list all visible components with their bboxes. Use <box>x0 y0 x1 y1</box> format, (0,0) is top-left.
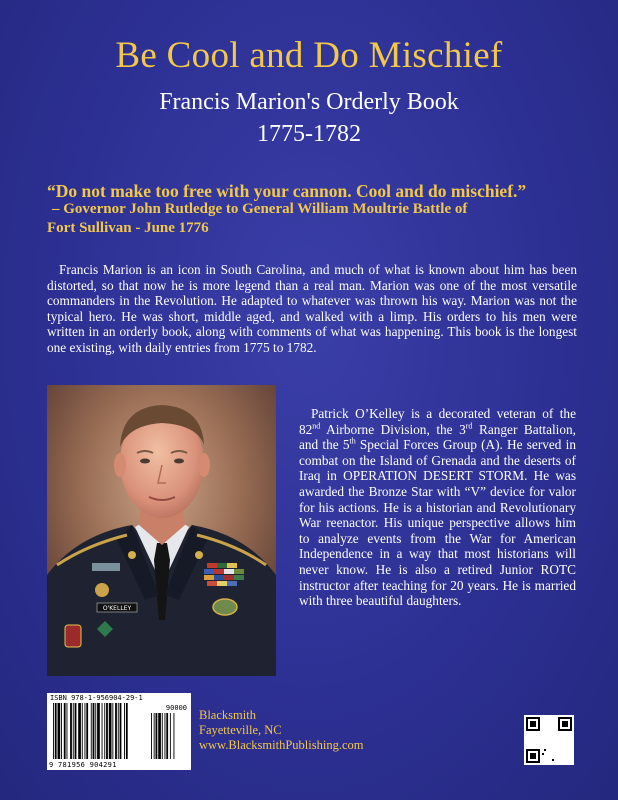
photo-nametag: O'KELLEY <box>102 605 132 612</box>
author-bio <box>299 406 576 609</box>
publisher-website: www.BlacksmithPublishing.com <box>199 738 364 752</box>
qr-code-pattern <box>524 715 574 765</box>
ean-digits: 9 781956 904291 <box>49 761 117 769</box>
author-bio-sup-1: nd <box>312 421 321 431</box>
epigraph-attribution-line2: Fort Sullivan - June 1776 <box>47 220 209 236</box>
author-bio-text-2: Airborne Division, the 3 <box>320 421 466 437</box>
author-bio-text-1: Patrick O’Kelley is a decorated veteran of the 82 <box>299 406 576 437</box>
barcode-bars <box>47 693 191 770</box>
isbn-barcode <box>47 693 191 770</box>
author-bio-text-4: Special Forces Group (A). He served in combat on the Island of Grenada and the deserts of Iraq in OPERATION DESERT STORM. He was awarded the Bronze Star with “V” device for valor for his actions. He is a historian and Revolutionary War reenactor. His unique perspective allows him to analyze events from the War for American Independence in a way that most historians will never know. He is also a retired Junior ROTC instructor after teaching for 20 years. He is married with three beautiful daughters. <box>299 437 576 609</box>
book-subtitle: Francis Marion's Orderly Book <box>159 89 459 115</box>
book-description <box>47 262 577 356</box>
epigraph-attribution-line1: – Governor John Rutledge to General William Moultrie Battle of <box>52 201 468 217</box>
author-photo <box>47 385 276 676</box>
book-years: 1775-1782 <box>257 121 361 147</box>
price-code: 90000 <box>165 704 187 712</box>
book-description-text: Francis Marion is an icon in South Carolina, and much of what is known about him has been distorted, so that now he is more legend than a real man. Marion was one of the most versatile commanders in the Revolution. He adapted to whatever was thrown his way. Marion was not the typical hero. He was short, middle aged, and walked with a limp. His orders to his men were written in an orderly book, along with comments of what was happening. This book is the longest one existing, with daily entries from 1775 to 1782. <box>47 262 577 355</box>
book-title: Be Cool and Do Mischief <box>115 35 503 76</box>
author-bio-sup-2: rd <box>465 421 473 431</box>
qr-code <box>524 715 574 765</box>
isbn-number: ISBN 978-1-956904-29-1 <box>50 694 143 702</box>
epigraph-quote: “Do not make too free with your cannon. Cool and do mischief.” <box>47 181 527 201</box>
author-bio-text-3: Ranger Battalion, and the 5 <box>299 421 576 453</box>
publisher-location: Fayetteville, NC <box>199 723 282 737</box>
publisher-name: Blacksmith <box>199 708 256 722</box>
author-bio-sup-3: th <box>349 436 356 446</box>
publisher-info <box>199 708 363 753</box>
